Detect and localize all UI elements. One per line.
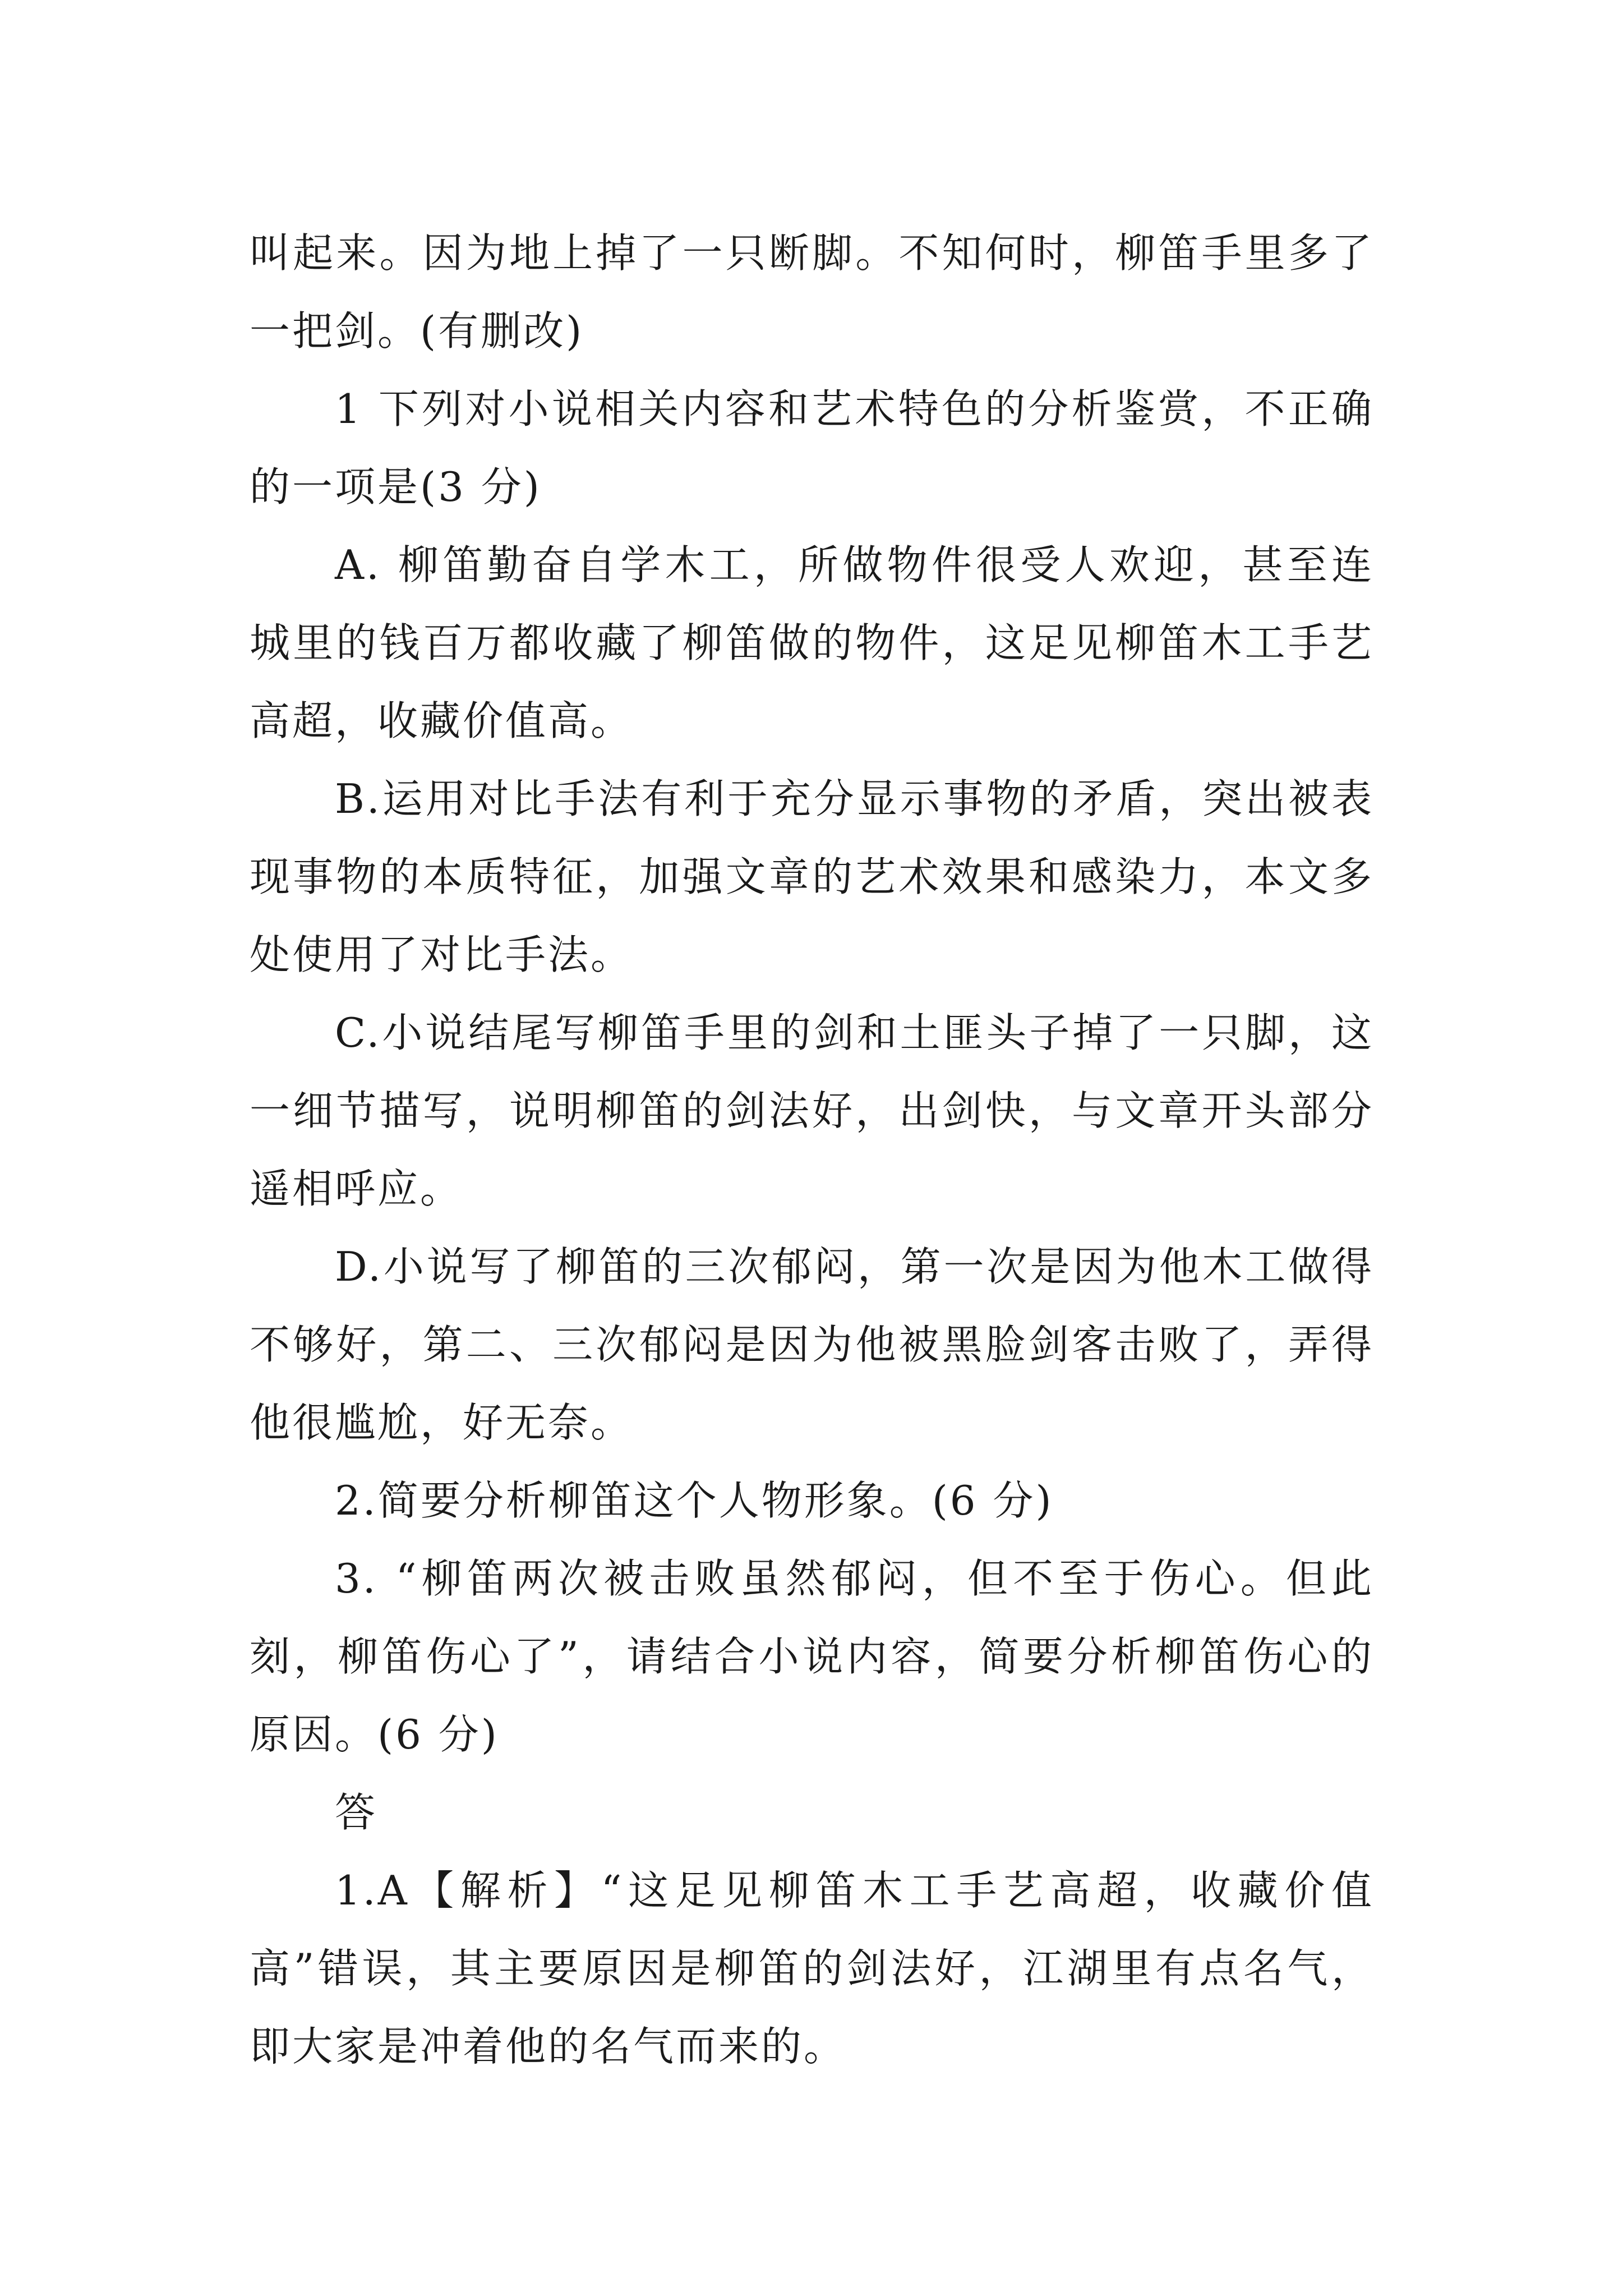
paragraph-story-ending: 叫起来。因为地上掉了一只断脚。不知何时，柳笛手里多了一把剑。(有删改) [250,229,1374,355]
option-b: B.运用对比手法有利于充分显示事物的矛盾，突出被表现事物的本质特征，加强文章的艺术效果和感染力，本文多处使用了对比手法。 [250,775,1374,978]
question-2-prompt: 2.简要分析柳笛这个人物形象。(6 分) [335,1477,1054,1524]
question-3-prompt: 3. “柳笛两次被击败虽然郁闷，但不至于伤心。但此刻，柳笛伤心了”，请结合小说内容，简要分析柳笛伤心的原因。(6 分) [250,1555,1374,1758]
option-d: D.小说写了柳笛的三次郁闷，第一次是因为他木工做得不够好，第二、三次郁闷是因为他被黑脸剑客击败了，弄得他很尴尬，好无奈。 [250,1243,1374,1446]
answer-1-explanation: 1.A【解析】“这足见柳笛木工手艺高超，收藏价值高”错误，其主要原因是柳笛的剑法好，江湖里有点名气，即大家是冲着他的名气而来的。 [250,1867,1374,2070]
question-1-prompt: 1 下列对小说相关内容和艺术特色的分析鉴赏，不正确的一项是(3 分) [250,385,1374,510]
document-body [250,214,1374,2086]
answer-heading: 答 [335,1789,378,1836]
option-c: C.小说结尾写柳笛手里的剑和土匪头子掉了一只脚，这一细节描写，说明柳笛的剑法好，出剑快，与文章开头部分遥相呼应。 [250,1009,1374,1212]
option-a: A. 柳笛勤奋自学木工，所做物件很受人欢迎，甚至连城里的钱百万都收藏了柳笛做的物件，这足见柳笛木工手艺高超，收藏价值高。 [250,541,1374,744]
